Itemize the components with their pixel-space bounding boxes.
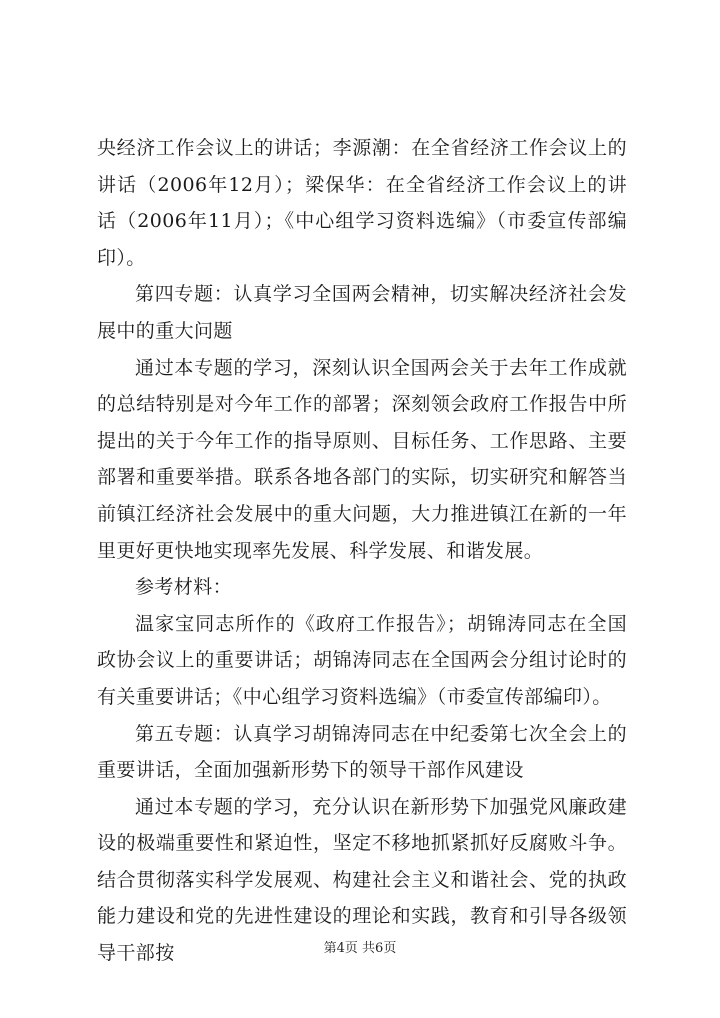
paragraph-topic-4-body: 通过本专题的学习，深刻认识全国两会关于去年工作成就的总结特别是对今年工作的部署；深刻领会政府工作报告中所提出的关于今年工作的指导原则、目标任务、工作思路、主要部署和重要举措。联系各地各部门的实际，切实研究和解答当前镇江经济社会发展中的重大问题，大力推进镇江在新的一年里更好更快地实现率先发展、科学发展、和谐发展。 [97, 356, 627, 562]
heading-topic-5: 第五专题：认真学习胡锦涛同志在中纪委第七次全会上的重要讲话，全面加强新形势下的领导干部作风建设 [97, 722, 627, 782]
paragraph-topic-5-body: 通过本专题的学习，充分认识在新形势下加强党风廉政建设的极端重要性和紧迫性，坚定不移地抓紧抓好反腐败斗争。结合贯彻落实科学发展观、构建社会主义和谐社会、党的执政能力建设和党的先进性建设的理论和实践，教育和引导各级领导干部按 [97, 795, 627, 965]
page-number-footer: 第4页 共6页 [323, 941, 397, 956]
heading-topic-4: 第四专题：认真学习全国两会精神，切实解决经济社会发展中的重大问题 [97, 283, 627, 342]
document-body [97, 130, 627, 972]
reference-materials-label: 参考材料： [135, 576, 233, 599]
paragraph-continuation: 央经济工作会议上的讲话；李源潮：在全省经济工作会议上的讲话（2006年12月）；梁保华：在全省经济工作会议上的讲话（2006年11月）；《中心组学习资料选编》（市委宣传部编印）。 [97, 137, 627, 269]
paragraph-reference-list: 温家宝同志所作的《政府工作报告》；胡锦涛同志在全国政协会议上的重要讲话；胡锦涛同志在全国两会分组讨论时的有关重要讲话；《中心组学习资料选编》（市委宣传部编印）。 [97, 612, 627, 708]
